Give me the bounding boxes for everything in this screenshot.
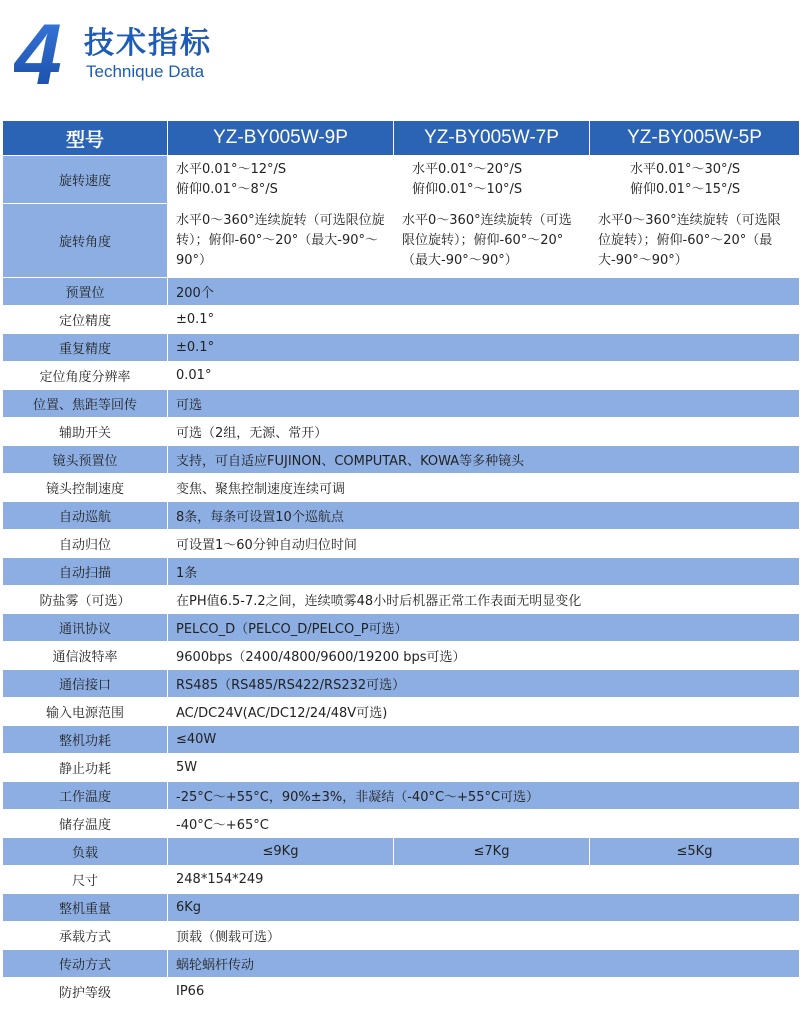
table-row <box>3 698 800 726</box>
cell-speed-9p <box>168 156 394 204</box>
table-row <box>3 390 800 418</box>
row-label: 通讯协议 <box>3 614 168 642</box>
row-value: AC/DC24V(AC/DC12/24/48V可选) <box>168 698 800 726</box>
speed-tilt: 俯仰0.01°～8°/S <box>176 181 278 197</box>
cell-load-9p: ≤9Kg <box>168 838 394 866</box>
row-label: 辅助开关 <box>3 418 168 446</box>
table-row <box>3 838 800 866</box>
table-row <box>3 754 800 782</box>
row-label: 位置、焦距等回传 <box>3 390 168 418</box>
row-value: 8条，每条可设置10个巡航点 <box>168 502 800 530</box>
table-row <box>3 894 800 922</box>
row-label: 尺寸 <box>3 866 168 894</box>
header-model-7p: YZ-BY005W-7P <box>394 121 590 156</box>
table-row <box>3 950 800 978</box>
row-label: 整机重量 <box>3 894 168 922</box>
table-row <box>3 474 800 502</box>
table-row <box>3 334 800 362</box>
table-row <box>3 586 800 614</box>
svg-text:4: 4 <box>14 14 62 88</box>
table-row <box>3 614 800 642</box>
row-value: -25°C～+55°C，90%±3%，非凝结（-40°C～+55°C可选） <box>168 782 800 810</box>
spec-table <box>2 120 800 1006</box>
cell-angle-5p: 水平0～360°连续旋转（可选限位旋转）；俯仰-60°～20°（最大-90°～90°） <box>590 204 800 278</box>
row-label: 防护等级 <box>3 978 168 1006</box>
row-label: 重复精度 <box>3 334 168 362</box>
row-value: 变焦、聚焦控制速度连续可调 <box>168 474 800 502</box>
row-label: 防盐雾（可选） <box>3 586 168 614</box>
table-row <box>3 204 800 278</box>
table-row <box>3 642 800 670</box>
cell-angle-9p: 水平0～360°连续旋转（可选限位旋转）；俯仰-60°～20°（最大-90°～90°） <box>168 204 394 278</box>
table-row <box>3 726 800 754</box>
row-label: 工作温度 <box>3 782 168 810</box>
row-value: -40°C～+65°C <box>168 810 800 838</box>
table-row <box>3 670 800 698</box>
row-value: 顶载（侧载可选） <box>168 922 800 950</box>
row-label: 输入电源范围 <box>3 698 168 726</box>
table-row <box>3 782 800 810</box>
row-value: 在PH值6.5-7.2之间，连续喷雾48小时后机器正常工作表面无明显变化 <box>168 586 800 614</box>
row-label: 预置位 <box>3 278 168 306</box>
row-label: 自动巡航 <box>3 502 168 530</box>
row-label: 静止功耗 <box>3 754 168 782</box>
row-label: 通信接口 <box>3 670 168 698</box>
row-label: 镜头控制速度 <box>3 474 168 502</box>
row-label: 旋转速度 <box>3 156 168 204</box>
row-label: 镜头预置位 <box>3 446 168 474</box>
row-label: 整机功耗 <box>3 726 168 754</box>
table-header-row <box>3 121 800 156</box>
row-value: IP66 <box>168 978 800 1006</box>
row-label: 承载方式 <box>3 922 168 950</box>
table-row <box>3 502 800 530</box>
row-value: 支持，可自适应FUJINON、COMPUTAR、KOWA等多种镜头 <box>168 446 800 474</box>
row-label: 负载 <box>3 838 168 866</box>
row-value: ±0.1° <box>168 334 800 362</box>
row-value: 0.01° <box>168 362 800 390</box>
row-value: 可设置1～60分钟自动归位时间 <box>168 530 800 558</box>
row-label: 自动归位 <box>3 530 168 558</box>
speed-tilt: 俯仰0.01°～10°/S <box>412 181 523 197</box>
row-value: 1条 <box>168 558 800 586</box>
table-row <box>3 922 800 950</box>
row-value: 5W <box>168 754 800 782</box>
table-row <box>3 446 800 474</box>
table-row <box>3 306 800 334</box>
row-label: 旋转角度 <box>3 204 168 278</box>
row-label: 定位角度分辨率 <box>3 362 168 390</box>
speed-horizontal: 水平0.01°～20°/S <box>412 161 523 177</box>
row-value: RS485（RS485/RS422/RS232可选） <box>168 670 800 698</box>
row-value: ±0.1° <box>168 306 800 334</box>
table-row <box>3 418 800 446</box>
row-value: 248*154*249 <box>168 866 800 894</box>
row-label: 传动方式 <box>3 950 168 978</box>
cell-speed-7p <box>394 156 590 204</box>
row-value: ≤40W <box>168 726 800 754</box>
row-value: PELCO_D（PELCO_D/PELCO_P可选） <box>168 614 800 642</box>
table-row <box>3 530 800 558</box>
table-row <box>3 558 800 586</box>
table-row <box>3 978 800 1006</box>
speed-horizontal: 水平0.01°～12°/S <box>176 161 287 177</box>
row-label: 自动扫描 <box>3 558 168 586</box>
speed-tilt: 俯仰0.01°～15°/S <box>630 181 741 197</box>
row-value: 6Kg <box>168 894 800 922</box>
table-row <box>3 866 800 894</box>
row-value: 200个 <box>168 278 800 306</box>
cell-speed-5p <box>590 156 800 204</box>
section-subtitle: Technique Data <box>86 62 205 81</box>
row-value: 蜗轮蜗杆传动 <box>168 950 800 978</box>
table-row <box>3 362 800 390</box>
table-row <box>3 278 800 306</box>
row-label: 通信波特率 <box>3 642 168 670</box>
section-header <box>0 0 800 118</box>
table-row <box>3 810 800 838</box>
row-value: 可选 <box>168 390 800 418</box>
cell-load-5p: ≤5Kg <box>590 838 800 866</box>
header-model: 型号 <box>3 121 168 156</box>
row-label: 储存温度 <box>3 810 168 838</box>
table-row <box>3 156 800 204</box>
header-model-5p: YZ-BY005W-5P <box>590 121 800 156</box>
row-label: 定位精度 <box>3 306 168 334</box>
row-value: 9600bps（2400/4800/9600/19200 bps可选） <box>168 642 800 670</box>
section-number-icon <box>14 14 82 88</box>
row-value: 可选（2组，无源、常开） <box>168 418 800 446</box>
cell-load-7p: ≤7Kg <box>394 838 590 866</box>
speed-horizontal: 水平0.01°～30°/S <box>630 161 741 177</box>
header-model-9p: YZ-BY005W-9P <box>168 121 394 156</box>
section-title: 技术指标 <box>84 26 212 61</box>
cell-angle-7p: 水平0～360°连续旋转（可选限位旋转）；俯仰-60°～20°（最大-90°～90°） <box>394 204 590 278</box>
